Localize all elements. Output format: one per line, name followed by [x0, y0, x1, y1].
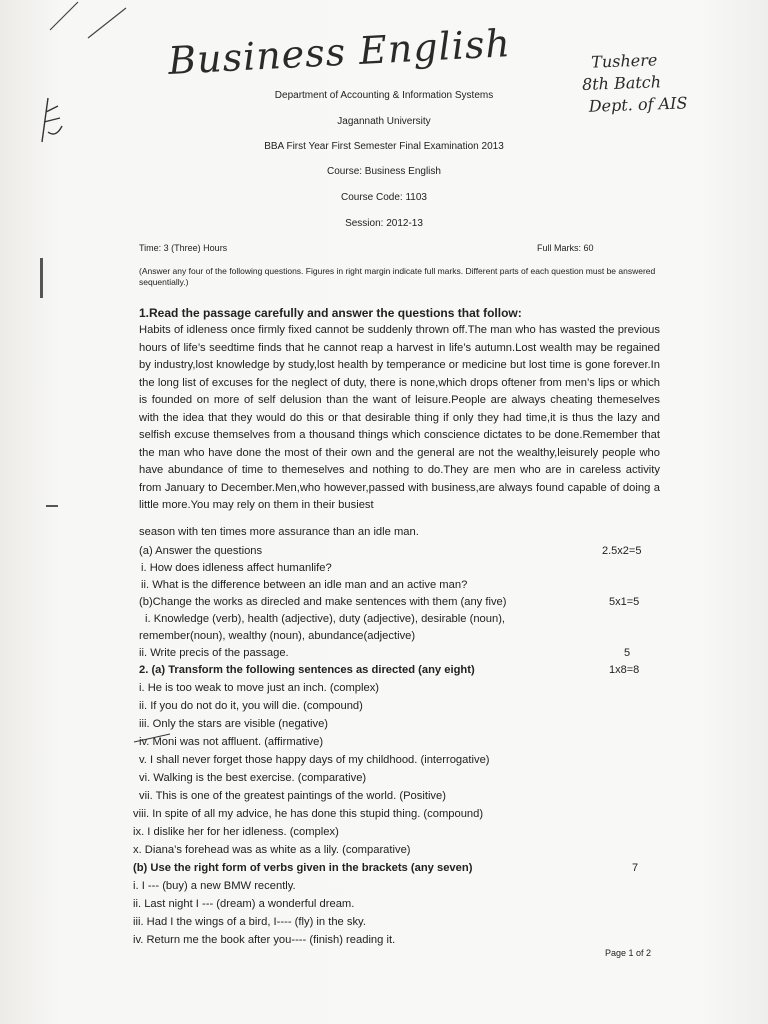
- passage-last-line: season with ten times more assurance than an idle man.: [139, 526, 419, 538]
- q2a-item: i. He is too weak to move just an inch. (complex): [139, 682, 380, 694]
- course-heading: Course: Business English: [327, 166, 441, 177]
- question-1b-i-cont: remember(noun), wealthy (noun), abundance(adjective): [139, 630, 416, 642]
- q2a-item: ix. I dislike her for her idleness. (complex): [133, 826, 339, 838]
- q2a-item: iv. Moni was not affluent. (affirmative): [139, 736, 324, 748]
- q2b-item: iv. Return me the book after you---- (finish) reading it.: [133, 934, 396, 946]
- top-corner-scribble-icon: [48, 0, 128, 40]
- exam-heading: BBA First Year First Semester Final Examination 2013: [264, 141, 504, 152]
- q2a-item: iii. Only the stars are visible (negative): [139, 718, 329, 730]
- question-1b-marks: 5x1=5: [609, 596, 640, 608]
- question-1b-i: i. Knowledge (verb), health (adjective), duty (adjective), desirable (noun),: [145, 613, 506, 625]
- q2a-item: vi. Walking is the best exercise. (comparative): [139, 772, 367, 784]
- department-heading: Department of Accounting & Information Systems: [274, 90, 494, 101]
- question-2b-marks: 7: [632, 862, 639, 874]
- reading-passage: Habits of idleness once firmly fixed cannot be suddenly thrown off.The man who has wasted the previous hours of life’s seedtime finds that he cannot reap a harvest in life’s autumn.Lost wealth may be regained by industry,lost knowledge by study,lost health by temperance or medicine but lost time is gone forever.In the long list of excuses for the neglect of duty, there is none,which drops oftener from men’s lips or which is founded on more of self delusion than the want of leisure.People are always cheating themeselves with the idea that they would do this or that desirable thing if only they had time,it is thus the lazy and selfish excuse themselves from a thousand things which conscience dictates to be done.Remember that the man who have done the most of their own and the general are not the wealthy,leisurely people who have abundance of time to themeselves and nothing to do.They are men who are in careless activity from January to December.Men,who however,passed with business,are always found capable of doing a little more.You may rely on them in their busiest: [139, 324, 660, 511]
- question-1a-i: i. How does idleness affect humanlife?: [141, 562, 332, 574]
- q2a-item: ii. If you do not do it, you will die. (compound): [139, 700, 363, 712]
- question-1b-ii-marks: 5: [624, 647, 631, 659]
- q2a-item: v. I shall never forget those happy days of my childhood. (interrogative): [139, 754, 490, 766]
- q2a-item: vii. This is one of the greatest paintings of the world. (Positive): [139, 790, 446, 802]
- handwritten-title: Business English: [167, 21, 512, 83]
- author-name: Tushere: [590, 50, 658, 72]
- handwritten-author-note: [581, 48, 688, 117]
- left-edge-mark: [40, 258, 43, 298]
- exam-time: Time: 3 (Three) Hours: [139, 243, 228, 253]
- full-marks: Full Marks: 60: [537, 243, 594, 253]
- question-1a-marks: 2.5x2=5: [602, 545, 642, 557]
- session-heading: Session: 2012-13: [345, 218, 423, 229]
- author-dept: Dept. of AIS: [588, 93, 688, 116]
- question-2b-title: (b) Use the right form of verbs given in the brackets (any seven): [133, 862, 473, 874]
- question-2a-title: 2. (a) Transform the following sentences as directed (any eight): [139, 664, 475, 676]
- question-1a-title: (a) Answer the questions: [139, 545, 263, 557]
- left-edge-dash: [46, 505, 58, 507]
- university-heading: Jagannath University: [337, 116, 431, 127]
- q2b-item: iii. Had I the wings of a bird, I---- (fly) in the sky.: [133, 916, 366, 928]
- q2b-item: ii. Last night I --- (dream) a wonderful dream.: [133, 898, 355, 910]
- q2a-item: x. Diana’s forehead was as white as a lily. (comparative): [133, 844, 411, 856]
- question-1b-ii: ii. Write precis of the passage.: [139, 647, 289, 659]
- question-1a-ii: ii. What is the difference between an idle man and an active man?: [141, 579, 468, 591]
- page-number: Page 1 of 2: [605, 948, 652, 958]
- question-2a-marks: 1x8=8: [609, 664, 640, 676]
- author-batch: 8th Batch: [581, 72, 662, 94]
- strikethrough-mark-icon: [132, 730, 172, 746]
- course-code-heading: Course Code: 1103: [341, 192, 427, 203]
- question-1-title: 1.Read the passage carefully and answer the questions that follow:: [139, 306, 522, 320]
- question-1b-title: (b)Change the works as direcled and make sentences with them (any five): [139, 596, 507, 608]
- instructions: (Answer any four of the following questions. Figures in right margin indicate full marks. Different parts of each question must be answered sequentially.): [139, 266, 656, 287]
- q2b-item: i. I --- (buy) a new BMW recently.: [133, 880, 296, 892]
- q2a-item: viii. In spite of all my advice, he has done this stupid thing. (compound): [133, 808, 484, 820]
